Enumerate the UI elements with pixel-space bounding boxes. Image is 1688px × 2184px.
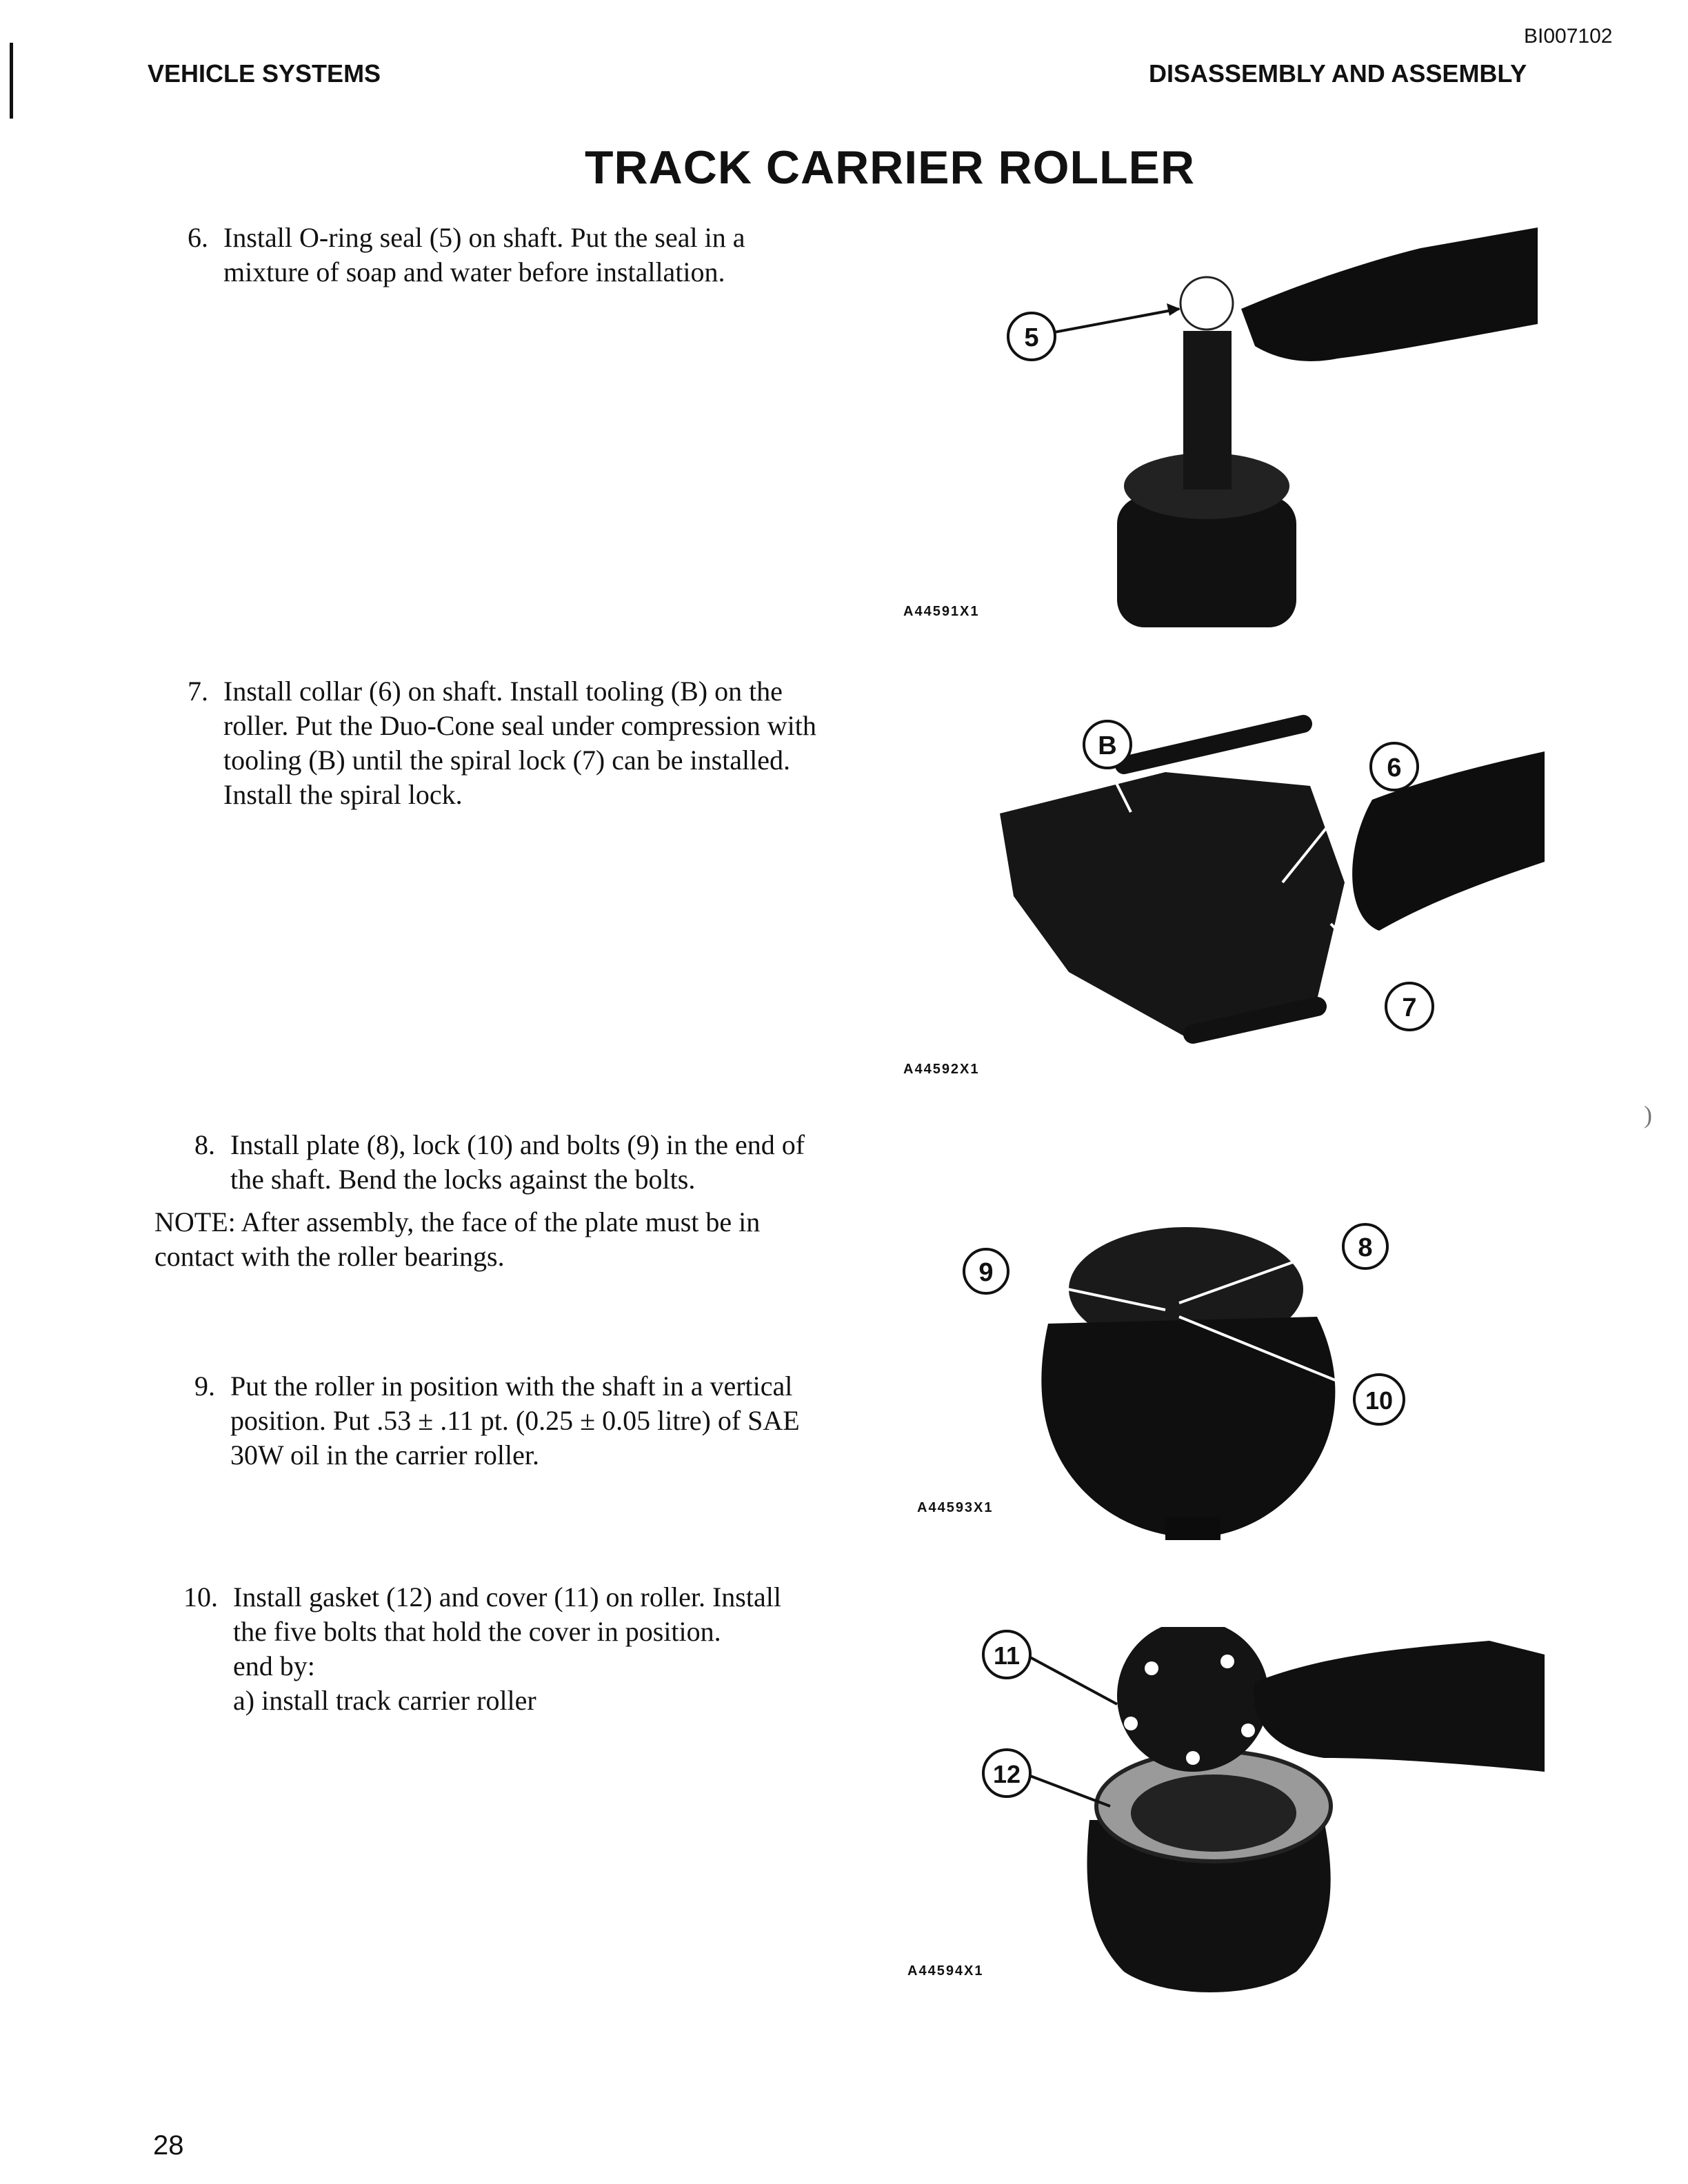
callout-11 <box>983 1631 1030 1678</box>
cover-bolt-hole <box>1241 1723 1255 1737</box>
step-6 <box>188 221 816 290</box>
step-number: 10. <box>183 1581 218 1612</box>
header-chapter-title: DISASSEMBLY AND ASSEMBLY <box>1149 59 1527 88</box>
oring-seal <box>1180 277 1233 330</box>
callout-10 <box>1354 1375 1404 1424</box>
callout-label: 10 <box>1365 1386 1394 1415</box>
step-number: 8. <box>194 1129 215 1160</box>
cover <box>1117 1627 1269 1772</box>
callout-7 <box>1386 983 1433 1030</box>
callout-arrowhead <box>1167 303 1180 316</box>
roller-base <box>1165 1517 1220 1540</box>
step-number: 7. <box>188 676 208 707</box>
figure-gasket-cover-photo <box>965 1627 1545 1999</box>
callout-6 <box>1371 743 1418 790</box>
tooling-body <box>1000 772 1345 1041</box>
step-10 <box>183 1580 816 1718</box>
callout-leader <box>1331 924 1380 975</box>
step-text: Install O-ring seal (5) on shaft. Put the seal in a mixture of soap and water before installation. <box>223 222 745 287</box>
callout-label: 6 <box>1387 754 1402 782</box>
callout-5 <box>1008 313 1055 360</box>
callout-label: 8 <box>1358 1233 1373 1262</box>
roller-rim <box>1131 1775 1296 1852</box>
page-number: 28 <box>153 2130 184 2161</box>
figure-id: A44594X1 <box>907 1963 984 1979</box>
tooling-bar <box>1124 724 1303 765</box>
document-code: BI007102 <box>1524 25 1613 48</box>
cover-bolt-hole <box>1220 1655 1234 1668</box>
callout-label: 7 <box>1402 993 1417 1022</box>
figure-oring-seal-photo <box>979 221 1545 634</box>
step-text: Install collar (6) on shaft. Install tooling (B) on the roller. Put the Duo-Cone seal under compression with tooling (B) until the spiral lock (7) can be installed. Install the spiral lock. <box>223 676 816 810</box>
cover-bolt-hole <box>1186 1751 1200 1765</box>
step-9 <box>194 1369 816 1473</box>
step-text: Install plate (8), lock (10) and bolts (9) in the end of the shaft. Bend the locks against the bolts. <box>230 1129 805 1195</box>
sub-step: a) install track carrier roller <box>233 1685 536 1716</box>
header-section-title: VEHICLE SYSTEMS <box>148 59 381 88</box>
callout-label: 11 <box>993 1641 1021 1670</box>
callout-label: B <box>1098 731 1117 760</box>
step-text: Install gasket (12) and cover (11) on roller. Install the five bolts that hold the cover in position. <box>233 1581 781 1647</box>
callout-leader <box>1030 1657 1117 1704</box>
step-7 <box>188 674 816 812</box>
hand <box>1241 228 1538 361</box>
figure-id: A44592X1 <box>903 1062 980 1077</box>
figure-collar-tooling-photo <box>986 710 1545 1069</box>
shaft <box>1183 331 1232 489</box>
figure-id: A44591X1 <box>903 604 980 619</box>
step-number: 9. <box>194 1371 215 1402</box>
callout-12 <box>983 1750 1030 1797</box>
end-by-label: end by: <box>233 1650 315 1681</box>
callout-8 <box>1343 1224 1387 1268</box>
callout-leader <box>1030 1776 1110 1806</box>
callout-leader <box>1047 309 1179 334</box>
cover-bolt-hole <box>1145 1661 1158 1675</box>
figure-plate-lock-bolts-photo <box>958 1213 1441 1544</box>
step-number: 6. <box>188 222 208 253</box>
margin-bar <box>10 43 13 119</box>
figure-id: A44593X1 <box>917 1500 994 1515</box>
callout-label: 9 <box>978 1258 994 1287</box>
note-text: NOTE: After assembly, the face of the plate must be in contact with the roller bearings. <box>154 1206 761 1272</box>
roller-body <box>1041 1317 1335 1537</box>
callout-9 <box>964 1249 1008 1293</box>
step-8 <box>194 1128 816 1197</box>
callout-label: 5 <box>1024 323 1039 352</box>
page-title: TRACK CARRIER ROLLER <box>585 141 1196 194</box>
margin-mark: ) <box>1644 1101 1652 1129</box>
callout-label: 12 <box>992 1760 1021 1788</box>
cover-bolt-hole <box>1124 1717 1138 1730</box>
hand <box>1254 1641 1545 1772</box>
callout-b <box>1084 721 1131 768</box>
step-text: Put the roller in position with the shaft in a vertical position. Put .53 ± .11 pt. (0.25 ± 0.05 litre) of SAE 30W oil in the carrier roller. <box>230 1371 800 1470</box>
